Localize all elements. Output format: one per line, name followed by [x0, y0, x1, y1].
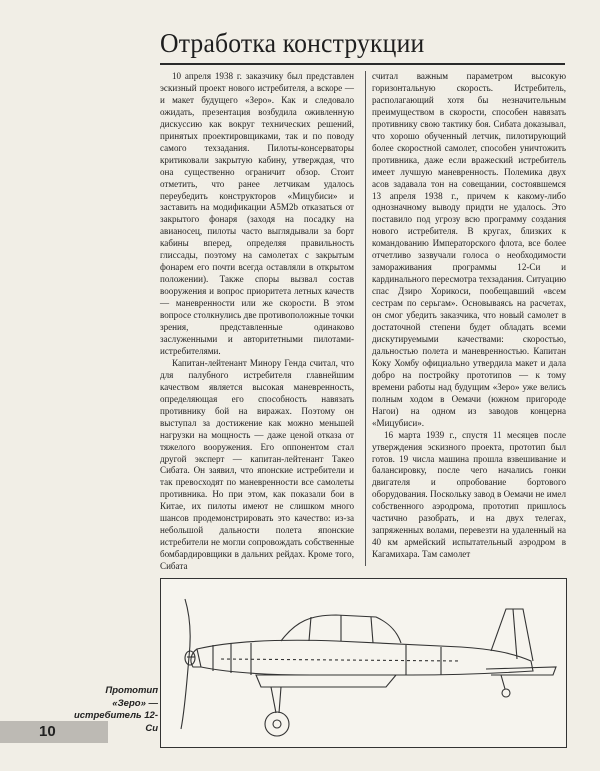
page-title: Отработка конструкции: [160, 28, 425, 58]
aircraft-drawing: [160, 578, 567, 748]
text-column-right: [372, 71, 566, 566]
column-divider: [365, 71, 366, 566]
title-underline: [160, 63, 565, 65]
paragraph: 10 апреля 1938 г. заказчику был представлен эскизный проект нового истребителя, а вскоре — и макет будущего «Зеро». Как и следовало ожидать, презентация возбудила оживленную дискуссию как вокруг технических решений, принятых проектировщиками, так и по поводу самого техзадания. Пилоты-консерваторы критиковали закрытую кабину, утверждая, что она существенно ограничит обзор. Стоит отметить, что ранее летчикам удалось переубедить конструкторов «Мицубиси» и заставить на модификации A5M2b отказаться от закрытого фонаря (заходя на посадку на авианосец, пилоты часто выглядывали за борт кабины вперед, определяя правильность глиссады, поэтому на самолетах с закрытым фонарем его почти всегда оставляли в открытом положении). Также споры вызвал состав вооружения и вопрос приоритета летных качеств — маневренности или же скорости. В этом вопросе столкнулись две противоположные точки зрения, представленные одинаково заслуженными и авторитетными пилотами-истребителями.: [160, 71, 354, 356]
zero-prototype-sketch: [161, 579, 566, 747]
paragraph: 16 марта 1939 г., спустя 11 месяцев после утверждения эскизного проекта, прототип был готов. 19 числа машина прошла взвешивание и балансировку, после чего начались гонки двигателя и опробование бортового оборудования. Поскольку завод в Оемачи не имел собственного аэродрома, прототип пришлось частично разобрать, и на двух телегах, запряженных волами, перевезти на удаленный на 40 км армейский испытательный аэродром в Кагамихара. Там самолет: [372, 429, 566, 560]
page-number: 10: [39, 723, 56, 740]
paragraph: считал важным параметром высокую горизонтальную скорость. Истребитель, располагающий хотя бы незначительным преимуществом в скорости, способен навязать противнику свою тактику боя. Сибата доказывал, что хорошо обученный летчик, пилотирующий более скоростной самолет, способен уничтожить противника, даже если вражеский истребитель имеет лучшую маневренность. Полемика двух асов задавала тон на совещании, состоявшемся 13 апреля 1938 г., причем к какому-либо однозначному выводу придти не удалось. Это поставило под угрозу всю программу создания нового истребителя. В кругах, близких к командованию Императорского флота, все более отчетливо зазвучали голоса о необходимости замораживания программы 12-Си и кардинального пересмотра техзадания. Ситуацию спас Дзиро Хорикоси, пообещавший «всем сестрам по серьгам». Основываясь на расчетах, он смог убедить заказчика, что новый самолет в достаточной степени будет обладать всеми дискутируемыми качествами: скоростью, дальностью полета и маневренностью. Капитан Коку Хомбу официально утвердила макет и дала добро на постройку прототипов — к тому времени работы над будущим «Зеро» уже велись полным ходом в Оемачи (южном пригороде Нагои) на одном из заводов концерна «Мицубиси».: [372, 71, 566, 428]
figure-caption: Прототип «Зеро» — истребитель 12-Си: [73, 685, 158, 734]
paragraph: Капитан-лейтенант Минору Генда считал, что для палубного истребителя главнейшим качеством является высокая маневренность, определяющая его способность навязать противнику бой на виражах. Поэтому он выступал за достижение как можно меньшей нагрузки на мощность — даже ценой отказа от тяжелого вооружения. Его оппонентом стал другой эксперт — капитан-лейтенант Такео Сибата. Он заявил, что японские истребители и так превосходят по маневренности все самолеты противника. Но при этом, как показали бои в Китае, их пилоты имеют не слишком много шансов продемонстрировать это качество: из-за небольшой дальности полета японские истребители не могли сопровождать собственные бомбардировщики в дальних рейдах. Кроме того, Сибата: [160, 357, 354, 572]
text-column-left: [160, 71, 354, 572]
